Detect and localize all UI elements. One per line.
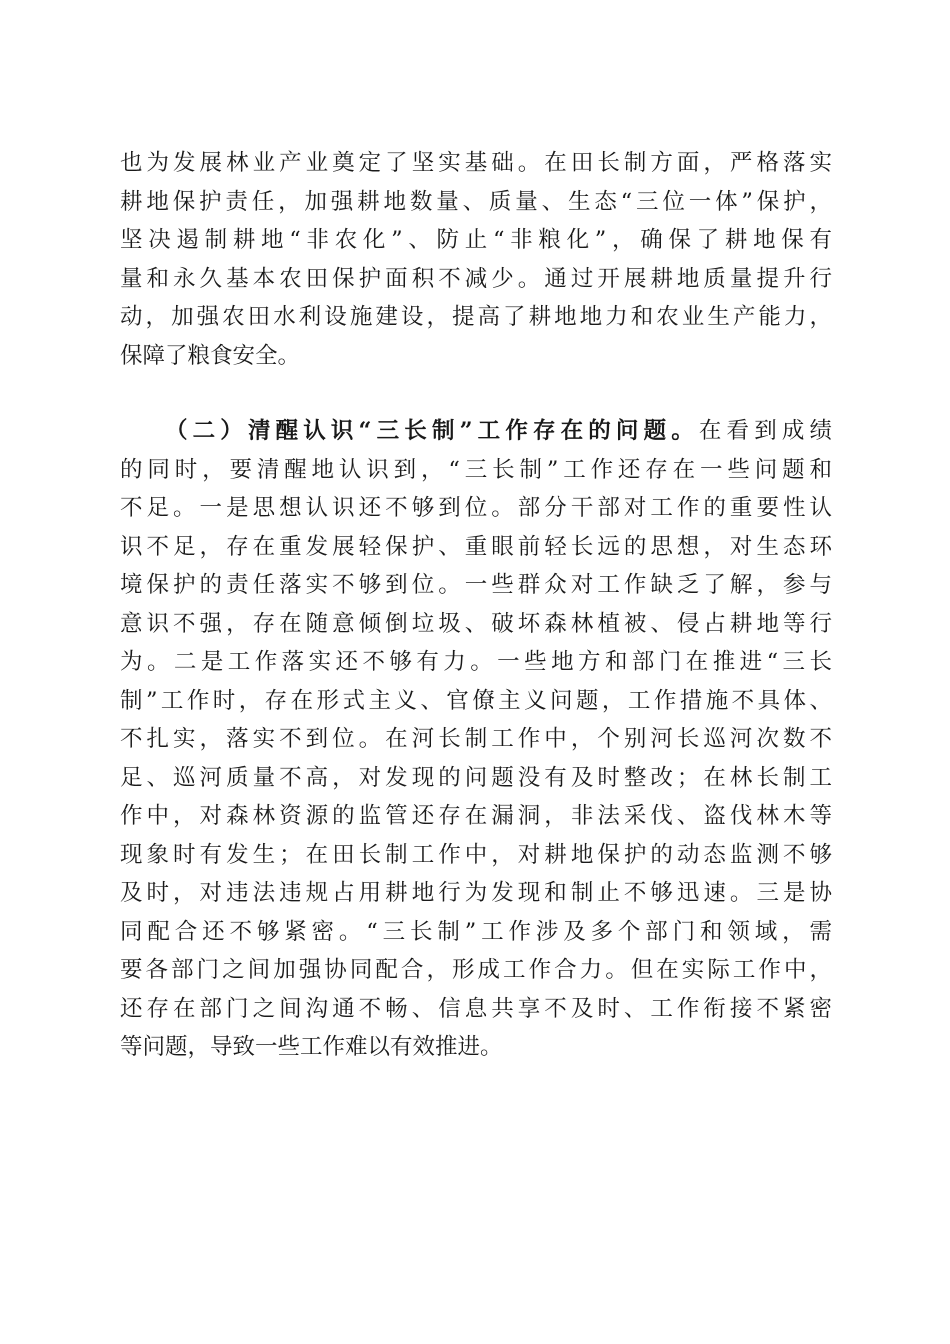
text-line: 动，加强农田水利设施建设，提高了耕地地力和农业生产能力， — [120, 304, 832, 330]
text-line: 及时，对违法违规占用耕地行为发现和制止不够迅速。三是协 — [120, 880, 832, 906]
section-heading: （二）清醒认识“三长制”工作存在的问题。 — [165, 418, 699, 444]
text-line: 制”工作时，存在形式主义、官僚主义问题，工作措施不具体、 — [120, 687, 832, 714]
text-fragment: 在看到成绩 — [698, 418, 832, 444]
text-line: 量和永久基本农田保护面积不减少。通过开展耕地质量提升行 — [120, 265, 832, 292]
text-line: 同配合还不够紧密。“三长制”工作涉及多个部门和领域，需 — [120, 918, 832, 945]
text-line: 保障了粮食安全。 — [120, 342, 301, 369]
text-line: 耕地保护责任，加强耕地数量、质量、生态“三位一体”保护， — [120, 188, 832, 215]
text-line: 不足。一是思想认识还不够到位。部分干部对工作的重要性认 — [120, 495, 832, 521]
section-heading-line — [120, 412, 832, 451]
text-line: 坚决遏制耕地“非农化”、防止“非粮化”，确保了耕地保有 — [120, 227, 832, 253]
text-line: 的同时，要清醒地认识到，“三长制”工作还存在一些问题和 — [120, 456, 832, 483]
text-line: 为。二是工作落实还不够有力。一些地方和部门在推进“三长 — [120, 649, 832, 675]
text-line: 现象时有发生；在田长制工作中，对耕地保护的动态监测不够 — [120, 841, 832, 868]
text-line: 意识不强，存在随意倾倒垃圾、破坏森林植被、侵占耕地等行 — [120, 610, 832, 637]
text-line: 要各部门之间加强协同配合，形成工作合力。但在实际工作中， — [120, 957, 832, 983]
text-line: 境保护的责任落实不够到位。一些群众对工作缺乏了解，参与 — [120, 572, 832, 598]
text-line: 作中，对森林资源的监管还存在漏洞，非法采伐、盗伐林木等 — [120, 803, 832, 829]
paragraph-achievements-continued — [120, 144, 832, 375]
text-line: 也为发展林业产业奠定了坚实基础。在田长制方面，严格落实 — [120, 150, 832, 176]
text-line: 不扎实，落实不到位。在河长制工作中，个别河长巡河次数不 — [120, 726, 832, 752]
text-line: 等问题，导致一些工作难以有效推进。 — [120, 1034, 503, 1060]
text-line: 足、巡河质量不高，对发现的问题没有及时整改；在林长制工 — [120, 764, 832, 791]
text-line: 识不足，存在重发展轻保护、重眼前轻长远的思想，对生态环 — [120, 533, 832, 560]
paragraph-problems — [120, 412, 832, 1067]
text-line: 还存在部门之间沟通不畅、信息共享不及时、工作衔接不紧密 — [120, 995, 832, 1022]
